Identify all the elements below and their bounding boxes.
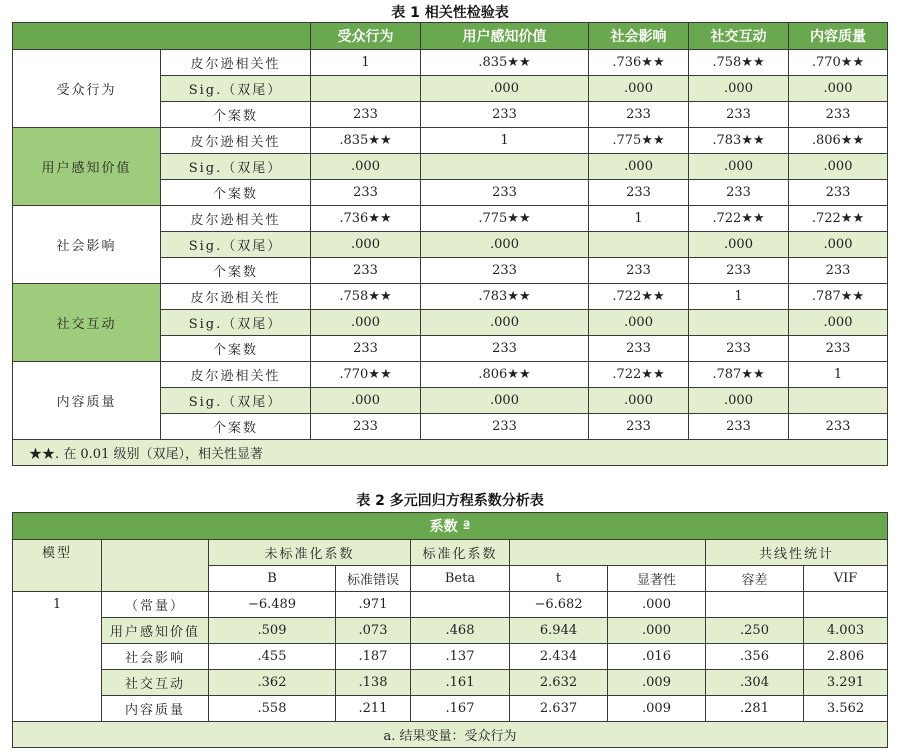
table-cell: .000 [789,232,888,258]
table-cell: .722★★ [789,206,888,232]
collinear-header: 共线性统计 [706,540,888,566]
table-row [13,592,888,618]
table-cell [689,310,789,336]
sub-header: 标准错误 [336,566,411,592]
table-cell: .758★★ [689,50,789,76]
table-cell: .971 [336,592,411,618]
table-row [13,284,888,310]
header-corner [13,23,311,50]
sub-header: 显著性 [608,566,706,592]
table-cell: .000 [421,76,589,102]
table-cell: 233 [689,102,789,128]
table-cell: 233 [589,414,689,440]
variable-name: 社会影响 [102,644,209,670]
table-cell: .000 [311,310,421,336]
table-row [13,644,888,670]
col-header: 社交互动 [689,23,789,50]
table-cell: 233 [789,414,888,440]
table-cell: 6.944 [510,618,608,644]
table-cell: 1 [689,284,789,310]
table1-footnote: ★★. 在 0.01 级别（双尾），相关性显著 [13,440,888,466]
variable-name: （常量） [102,592,209,618]
col-header: 社会影响 [589,23,689,50]
table-cell: 2.806 [804,644,888,670]
table-cell: .009 [608,670,706,696]
table-cell: .722★★ [689,206,789,232]
row-group-label: 受众行为 [13,50,161,128]
model-header: 模型 [13,540,102,592]
row-group-label: 用户感知价值 [13,128,161,206]
table-cell: .736★★ [311,206,421,232]
variable-name: 社交互动 [102,670,209,696]
stat-label: 皮尔逊相关性 [161,362,311,388]
table-cell: .000 [589,388,689,414]
table-cell: .000 [311,388,421,414]
table-cell: .000 [689,388,789,414]
table-cell: .016 [608,644,706,670]
sub-header: t [510,566,608,592]
stat-label: 皮尔逊相关性 [161,128,311,154]
sub-header: Beta [411,566,510,592]
stat-label: Sig.（双尾） [161,154,311,180]
table-cell: .000 [689,232,789,258]
table-cell [421,154,589,180]
table-cell: .073 [336,618,411,644]
table-cell: .787★★ [689,362,789,388]
table-cell: .009 [608,696,706,722]
table-cell [804,592,888,618]
sub-header: B [209,566,336,592]
table-cell: .775★★ [589,128,689,154]
table-cell: .835★★ [311,128,421,154]
table-row [13,618,888,644]
table-cell [706,592,804,618]
table-cell: .806★★ [789,128,888,154]
stat-label: 个案数 [161,336,311,362]
variable-name: 内容质量 [102,696,209,722]
std-header: 标准化系数 [411,540,510,566]
stat-label: 个案数 [161,414,311,440]
table-cell: .211 [336,696,411,722]
row-group-label: 社交互动 [13,284,161,362]
table-cell: .758★★ [311,284,421,310]
stat-label: Sig.（双尾） [161,310,311,336]
table-cell: 3.562 [804,696,888,722]
table-cell: .722★★ [589,284,689,310]
table-cell: 233 [589,258,689,284]
table-cell: .509 [209,618,336,644]
table-cell: .736★★ [589,50,689,76]
table1-caption: 表 1 相关性检验表 [391,5,509,21]
table-cell: 233 [311,180,421,206]
table-cell: .250 [706,618,804,644]
table-cell: .000 [421,232,589,258]
table-cell: 233 [421,258,589,284]
table-cell: .000 [589,76,689,102]
correlation-table [12,22,888,466]
table-cell: .000 [589,310,689,336]
table-row [13,670,888,696]
table-row [13,362,888,388]
table-cell: .000 [311,232,421,258]
t-sig-header [510,540,706,566]
table-cell: .000 [311,154,421,180]
table-cell: 233 [589,336,689,362]
sub-header: VIF [804,566,888,592]
table-cell: .787★★ [789,284,888,310]
table-row [13,128,888,154]
table-cell: .468 [411,618,510,644]
table2-footnote: a. 结果变量：受众行为 [13,722,888,748]
table-cell: .770★★ [789,50,888,76]
table-cell: 233 [789,102,888,128]
table-cell: 233 [311,258,421,284]
table-cell: −6.489 [209,592,336,618]
model-number: 1 [13,592,102,722]
table-cell: .806★★ [421,362,589,388]
table-cell: .356 [706,644,804,670]
table-cell: .000 [689,154,789,180]
table-cell: .000 [789,310,888,336]
table-cell: .000 [589,154,689,180]
table-cell: .187 [336,644,411,670]
table-cell: .455 [209,644,336,670]
table-cell: 2.632 [510,670,608,696]
table-cell: .770★★ [311,362,421,388]
col-header: 内容质量 [789,23,888,50]
table2-caption: 表 2 多元回归方程系数分析表 [356,493,544,509]
table-cell: 233 [789,336,888,362]
table-cell: 233 [589,180,689,206]
table-cell: 233 [311,414,421,440]
table-cell: 1 [589,206,689,232]
row-group-label: 社会影响 [13,206,161,284]
table-cell: 233 [589,102,689,128]
sub-header: 容差 [706,566,804,592]
table-cell [789,388,888,414]
stat-label: 皮尔逊相关性 [161,50,311,76]
stat-label: Sig.（双尾） [161,76,311,102]
regression-table [12,512,888,748]
table-cell: 4.003 [804,618,888,644]
table-cell [311,76,421,102]
table-cell: .000 [608,618,706,644]
table-cell: .835★★ [421,50,589,76]
table-cell: 3.291 [804,670,888,696]
row-group-label: 内容质量 [13,362,161,440]
table-cell: .000 [421,310,589,336]
table-cell: .000 [421,388,589,414]
table-cell [589,232,689,258]
table-cell: .138 [336,670,411,696]
table-cell: .000 [789,76,888,102]
table-cell: .558 [209,696,336,722]
coefficients-title: 系数 ª [13,513,888,540]
table-row [13,206,888,232]
table-cell: 233 [421,414,589,440]
model-name-header [102,540,209,592]
table-cell: 233 [421,180,589,206]
stat-label: 皮尔逊相关性 [161,206,311,232]
table-cell: .783★★ [689,128,789,154]
unstd-header: 未标准化系数 [209,540,411,566]
table-cell [411,592,510,618]
table-cell: .783★★ [421,284,589,310]
col-header: 受众行为 [311,23,421,50]
stat-label: 个案数 [161,180,311,206]
table-cell: 1 [421,128,589,154]
table-row [13,50,888,76]
table-cell: .775★★ [421,206,589,232]
table-cell: 233 [421,336,589,362]
table-cell: −6.682 [510,592,608,618]
table-cell: 1 [311,50,421,76]
stat-label: 个案数 [161,258,311,284]
col-header: 用户感知价值 [421,23,589,50]
table-cell: 2.434 [510,644,608,670]
table-cell: 2.637 [510,696,608,722]
table-cell: .000 [608,592,706,618]
stat-label: Sig.（双尾） [161,232,311,258]
table-row [13,696,888,722]
table-cell: 233 [789,258,888,284]
table-cell: 233 [421,102,589,128]
table-cell: 233 [689,414,789,440]
table-cell: .304 [706,670,804,696]
stat-label: 皮尔逊相关性 [161,284,311,310]
table-cell: .000 [689,76,789,102]
stat-label: Sig.（双尾） [161,388,311,414]
table-cell: .167 [411,696,510,722]
table-cell: 233 [311,336,421,362]
table-cell: 1 [789,362,888,388]
table-cell: .137 [411,644,510,670]
variable-name: 用户感知价值 [102,618,209,644]
table-cell: .000 [789,154,888,180]
stat-label: 个案数 [161,102,311,128]
table-cell: .281 [706,696,804,722]
table-cell: 233 [311,102,421,128]
header-row [13,23,888,50]
table-cell: .362 [209,670,336,696]
table-cell: 233 [689,258,789,284]
table-cell: .161 [411,670,510,696]
table-cell: 233 [689,180,789,206]
table-cell: 233 [789,180,888,206]
table-cell: .722★★ [589,362,689,388]
table-cell: 233 [689,336,789,362]
